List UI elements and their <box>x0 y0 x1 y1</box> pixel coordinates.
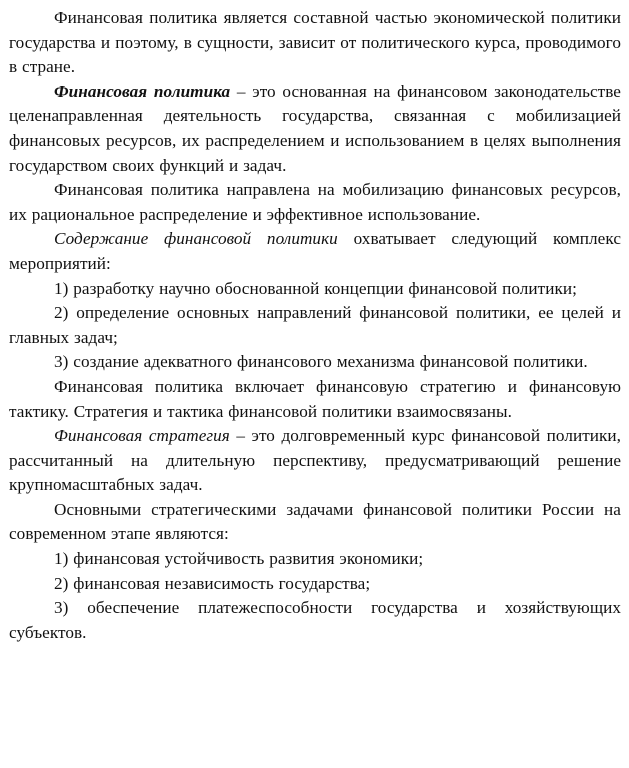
term-financial-strategy: Финансовая стратегия <box>54 426 230 446</box>
list-item: 1) финансовая устойчивость развития экономики; <box>54 549 424 569</box>
list-item: 3) обеспечение платежеспособности государства и хозяйствующих субъектов. <box>9 598 621 642</box>
paragraph-6-text: – это долговременный курс финансовой политики, рассчитанный на длительную перспективу, предусматривающий решение крупномасштабных задач. <box>9 426 621 495</box>
paragraph-1: Финансовая политика является составной частью экономической политики государства и поэтому, в сущности, зависит от политического курса, проводимого в стране. <box>9 8 621 77</box>
paragraph-7: Основными стратегическими задачами финансовой политики России на современном этапе являются: <box>9 499 621 544</box>
paragraph-3: Финансовая политика направлена на мобилизацию финансовых ресурсов, их рациональное распределение и эффективное использование. <box>9 180 621 224</box>
list-item: 1) разработку научно обоснованной концепции финансовой политики; <box>54 278 577 298</box>
list-item: 2) определение основных направлений финансовой политики, ее целей и главных задач; <box>9 303 621 347</box>
paragraph-4-text: охватывает следующий комплекс мероприятий: <box>9 229 621 273</box>
list-item: 3) создание адекватного финансового механизма финансовой политики. <box>54 352 588 372</box>
paragraph-5: Финансовая политика включает финансовую стратегию и финансовую тактику. Стратегия и тактика финансовой политики взаимосвязаны. <box>9 376 621 421</box>
term-policy-content: Содержание финансовой политики <box>54 229 338 249</box>
paragraph-2-text: – это основанная на финансовом законодательстве целенаправленная деятельность государства, связанная с мобилизацией финансовых ресурсов, их распределением и использованием в целях выполнения государством своих функций и задач. <box>9 81 621 175</box>
paragraph-4 <box>9 227 621 276</box>
paragraph-2 <box>9 80 621 178</box>
paragraph-6 <box>9 424 621 498</box>
term-financial-policy: Финансовая политика <box>54 81 231 101</box>
list-item: 2) финансовая независимость государства; <box>54 573 371 593</box>
